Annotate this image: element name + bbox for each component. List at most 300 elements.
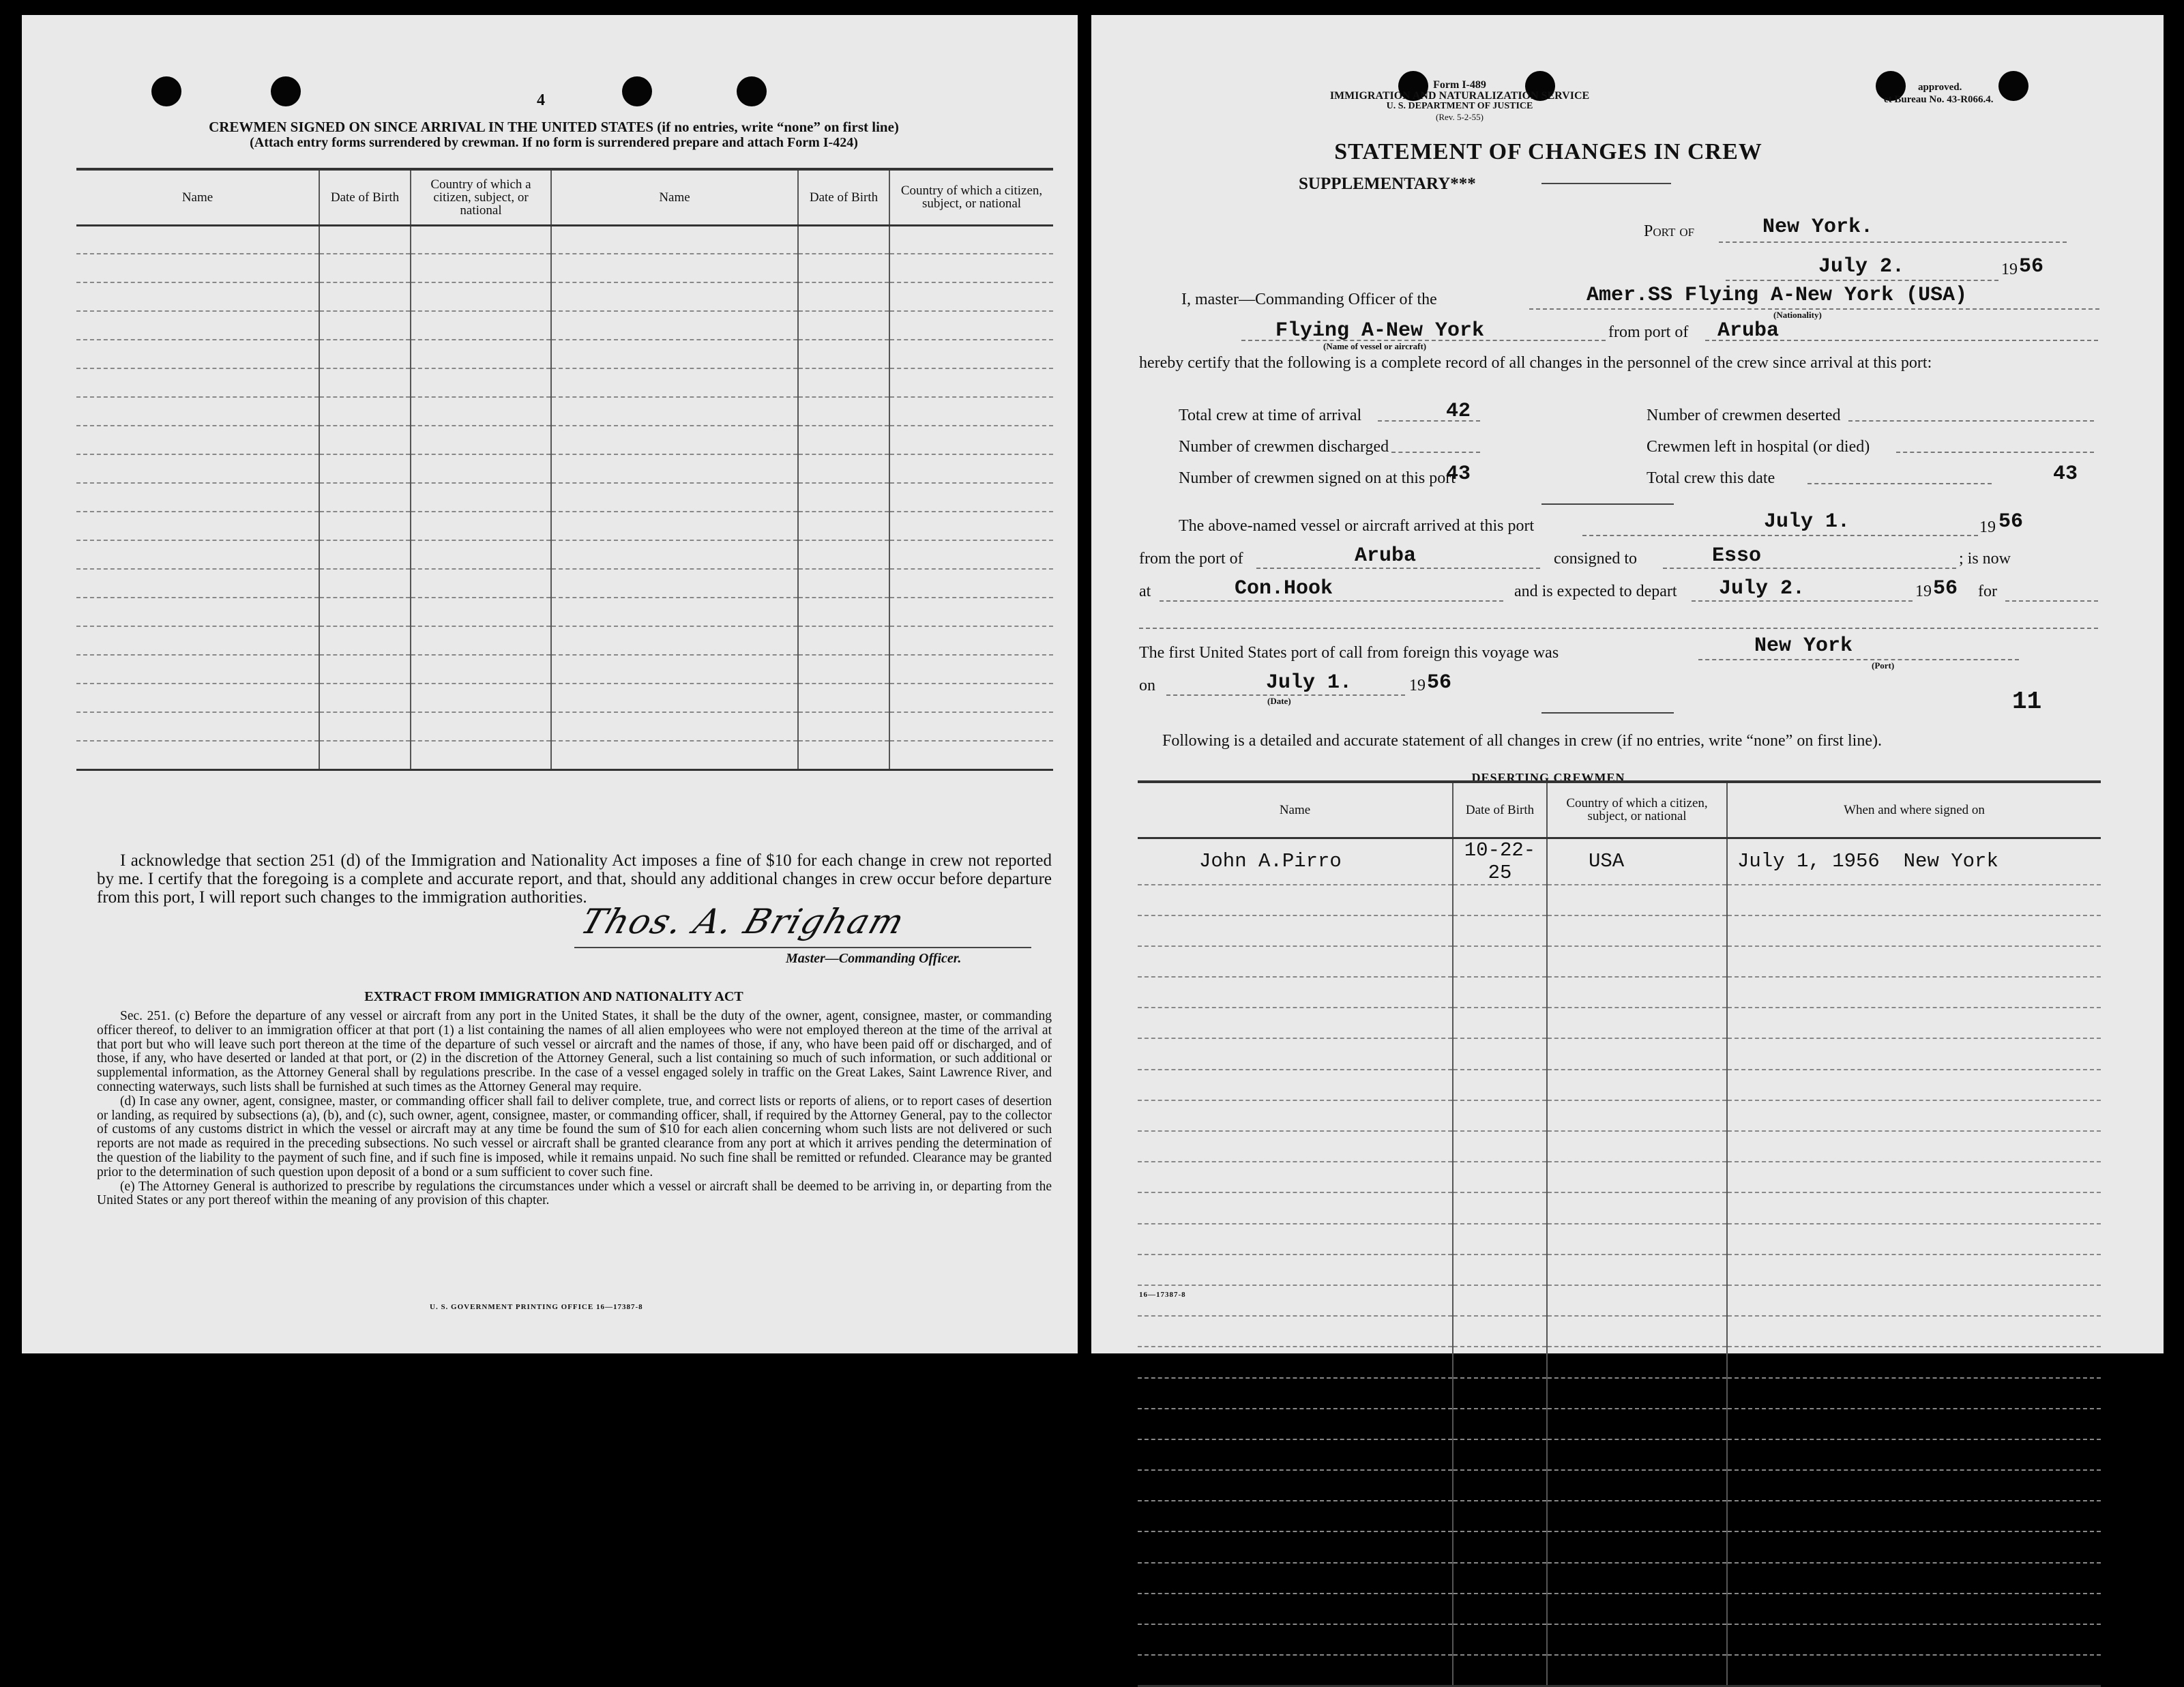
table-cell [1547, 977, 1727, 1008]
table-cell [411, 368, 551, 397]
left-footer: U. S. GOVERNMENT PRINTING OFFICE 16—17387-8 [430, 1303, 643, 1311]
table-cell [798, 340, 889, 368]
punch-hole [622, 76, 652, 106]
col-country: Country of which a citizen, subject, or national [889, 169, 1053, 225]
table-cell [1138, 1224, 1453, 1255]
table-cell [889, 397, 1053, 426]
table-cell [1453, 946, 1547, 977]
table-cell [76, 569, 319, 598]
table-cell [889, 254, 1053, 282]
port-label: Port of [1644, 222, 1695, 240]
table-cell [1453, 1409, 1547, 1439]
date-year: 56 [2019, 255, 2044, 278]
table-cell [1727, 1038, 2101, 1069]
table-cell [1138, 1316, 1453, 1347]
total-at-arrival-value: 42 [1446, 400, 1471, 423]
table-cell [1138, 1409, 1453, 1439]
table-row [76, 626, 1053, 655]
table-cell [319, 684, 411, 712]
table-row [1138, 1624, 2101, 1655]
table-cell [76, 741, 319, 769]
following-text: Following is a detailed and accurate statement of all changes in crew (if no entries, write “none” on first line). [1162, 732, 1882, 750]
table-cell [1453, 1624, 1547, 1655]
table-cell [1138, 1501, 1453, 1531]
table-cell [1453, 1594, 1547, 1624]
table-row [76, 512, 1053, 540]
table-cell [889, 454, 1053, 483]
table-cell [76, 340, 319, 368]
table-row [76, 684, 1053, 712]
table-cell [76, 254, 319, 282]
table-row [1138, 1038, 2101, 1069]
table-cell [1453, 1285, 1547, 1316]
table-cell [1727, 885, 2101, 915]
acknowledgment-text: I acknowledge that section 251 (d) of the Immigration and Nationality Act imposes a fine of $10 for each change in crew not reported by me. I certify that the foregoing is a complete and accurate report, and that, should any additional changes in crew occur before departure from this port, I will report such changes to the immigration authorities. [97, 851, 1052, 907]
table-cell [551, 368, 798, 397]
extract-title: EXTRACT FROM IMMIGRATION AND NATIONALITY ACT [364, 989, 743, 1004]
table-row [1138, 1378, 2101, 1409]
table-cell [551, 684, 798, 712]
table-cell [1547, 1316, 1727, 1347]
port-caption: (Port) [1872, 660, 1895, 671]
table-cell [1727, 1655, 2101, 1686]
table-cell [411, 311, 551, 340]
table-cell [1453, 1378, 1547, 1409]
table-cell [798, 598, 889, 626]
col-country: Country of which a citizen, subject, or national [1547, 782, 1727, 838]
form-number: Form I-489 [1433, 79, 1486, 91]
consigned-value: Esso [1712, 544, 1762, 568]
table-cell [798, 569, 889, 598]
table-cell [1727, 1531, 2101, 1562]
table-row [1138, 838, 2101, 885]
table-cell [889, 311, 1053, 340]
table-cell [1138, 1624, 1453, 1655]
vessel-caption: (Name of vessel or aircraft) [1323, 341, 1427, 351]
table-cell [1727, 915, 2101, 946]
expected-year-prefix: 19 [1915, 583, 1932, 600]
table-cell [411, 712, 551, 741]
from-the-port-label: from the port of [1139, 550, 1243, 568]
table-cell [1727, 1470, 2101, 1501]
table-cell [1453, 1192, 1547, 1223]
table-cell [889, 282, 1053, 311]
port-value: New York. [1762, 216, 1874, 239]
deserter-dob: 10-22-25 [1453, 838, 1547, 885]
table-cell [411, 569, 551, 598]
table-cell [798, 483, 889, 512]
table-cell [1453, 1655, 1547, 1686]
table-cell [1727, 1594, 2101, 1624]
on-year: 56 [1427, 671, 1452, 694]
table-cell [319, 311, 411, 340]
table-cell [411, 254, 551, 282]
signed-on-label: Number of crewmen signed on at this port [1179, 469, 1456, 487]
table-cell [1727, 1347, 2101, 1377]
table-row [76, 225, 1053, 254]
table-cell [1547, 1501, 1727, 1531]
table-cell [1138, 885, 1453, 915]
col-when-where: When and where signed on [1727, 782, 2101, 838]
signature-line [574, 947, 1031, 948]
table-row [1138, 946, 2101, 977]
table-row [1138, 1439, 2101, 1470]
table-cell [319, 540, 411, 569]
punch-hole [151, 76, 181, 106]
extract-paragraph-e: (e) The Attorney General is authorized to prescribe by regulations the circumstances under which a vessel or aircraft shall be deemed to be arriving in, or departing from the United States or any port thereof within the meaning of any provision of this chapter. [97, 1179, 1052, 1208]
table-row [1138, 1655, 2101, 1686]
table-cell [1547, 1563, 1727, 1594]
table-cell [1727, 1501, 2101, 1531]
table-cell [798, 684, 889, 712]
table-cell [411, 282, 551, 311]
table-cell [411, 225, 551, 254]
table-cell [319, 712, 411, 741]
table-row [1138, 1470, 2101, 1501]
table-row [1138, 1255, 2101, 1285]
table-cell [551, 741, 798, 769]
table-cell [798, 655, 889, 684]
margin-note: 11 [2012, 688, 2042, 716]
date-value: July 2. [1818, 255, 1905, 278]
table-row [1138, 1162, 2101, 1192]
table-cell [1453, 1501, 1547, 1531]
col-date-of-birth: Date of Birth [798, 169, 889, 225]
table-cell [889, 741, 1053, 769]
table-cell [798, 426, 889, 454]
consigned-line [1663, 568, 1956, 569]
table-cell [319, 282, 411, 311]
table-cell [1453, 1100, 1547, 1131]
table-cell [551, 655, 798, 684]
for-label: for [1978, 583, 1997, 600]
vessel-name-value: Flying A-New York [1275, 319, 1485, 342]
table-cell [798, 540, 889, 569]
col-date-of-birth: Date of Birth [319, 169, 411, 225]
master-signature: Thos. A. Brigham [576, 902, 911, 941]
punch-hole [737, 76, 767, 106]
table-cell [1138, 1131, 1453, 1162]
extract-paragraph-c: Sec. 251. (c) Before the departure of any vessel or aircraft from any port in the United States, it shall be the duty of the owner, agent, consignee, master, or commanding officer thereof, to deliver to an immigration officer at that port (1) a list containing the names of all alien employees who were not employed thereon at the time of the arrival at that port but who will leave such port thereon at the time of the departure of such vessel or aircraft and the names of those, if any, who have been paid off or discharged, and of those, if any, who have deserted or landed at that port, or (2) in the discretion of the Attorney General, such a list containing so much of such information, or such additional or supplemental information, as the Attorney General shall by regulations prescribe. In the case of a vessel engaged solely in traffic on the Great Lakes, Saint Lawrence River, and connecting waterways, such lists shall be furnished at such times as the Attorney General may require. [97, 1009, 1052, 1094]
table-cell [319, 512, 411, 540]
budget-approval: approved. [1918, 82, 1962, 93]
table-cell [889, 684, 1053, 712]
table-cell [76, 655, 319, 684]
table-cell [1547, 1224, 1727, 1255]
table-cell [1453, 1316, 1547, 1347]
table-row [76, 254, 1053, 282]
table-cell [411, 540, 551, 569]
table-row [76, 569, 1053, 598]
table-cell [1727, 1100, 2101, 1131]
table-row [1138, 1008, 2101, 1038]
table-cell [1547, 1594, 1727, 1624]
table-row [1138, 977, 2101, 1008]
for-continuation-line [1139, 628, 2098, 629]
page-number: 4 [537, 91, 545, 109]
table-row [1138, 1501, 2101, 1531]
table-cell [1547, 1038, 1727, 1069]
table-row [76, 454, 1053, 483]
table-cell [1727, 1192, 2101, 1223]
table-cell [1727, 1439, 2101, 1470]
deserted-label: Number of crewmen deserted [1647, 407, 1841, 424]
table-cell [798, 254, 889, 282]
table-cell [76, 626, 319, 655]
table-cell [889, 368, 1053, 397]
table-cell [551, 512, 798, 540]
table-cell [1727, 1162, 2101, 1192]
table-row [1138, 1531, 2101, 1562]
table-cell [889, 626, 1053, 655]
arrived-line [1582, 535, 1978, 536]
table-cell [798, 397, 889, 426]
leader [1807, 483, 1992, 484]
table-cell [1547, 1070, 1727, 1100]
table-cell [1138, 1378, 1453, 1409]
table-cell [1547, 1624, 1727, 1655]
table-cell [1547, 1655, 1727, 1686]
hospital-label: Crewmen left in hospital (or died) [1647, 438, 1870, 456]
table-cell [1138, 1439, 1453, 1470]
table-cell [1727, 1409, 2101, 1439]
table-cell [1453, 1162, 1547, 1192]
table-cell [1547, 1378, 1727, 1409]
master-vessel-value: Amer.SS Flying A-New York (USA) [1587, 284, 1968, 307]
table-cell [1547, 1470, 1727, 1501]
table-cell [76, 426, 319, 454]
col-date-of-birth: Date of Birth [1453, 782, 1547, 838]
col-country: Country of which a citizen, subject, or national [411, 169, 551, 225]
table-cell [551, 282, 798, 311]
table-row [1138, 1285, 2101, 1316]
table-cell [1453, 977, 1547, 1008]
table-cell [551, 569, 798, 598]
table-cell [798, 741, 889, 769]
table-cell [1547, 1100, 1727, 1131]
table-row [76, 282, 1053, 311]
table-cell [319, 598, 411, 626]
department-line: U. S. DEPARTMENT OF JUSTICE [1386, 101, 1533, 111]
table-cell [1138, 1563, 1453, 1594]
table-row [76, 655, 1053, 684]
table-cell [1547, 1131, 1727, 1162]
table-cell [1138, 977, 1453, 1008]
table-cell [1138, 1255, 1453, 1285]
port-line [1719, 241, 2067, 243]
table-cell [1453, 1038, 1547, 1069]
table-row [1138, 1224, 2101, 1255]
table-cell [1138, 1285, 1453, 1316]
at-value: Con.Hook [1235, 577, 1333, 600]
attach-forms-note: (Attach entry forms surrendered by crewman. If no form is surrendered prepare and attach Form I-424) [250, 135, 858, 150]
table-cell [411, 340, 551, 368]
table-row [1138, 1131, 2101, 1162]
table-cell [411, 454, 551, 483]
table-cell [76, 483, 319, 512]
table-cell [76, 512, 319, 540]
table-cell [76, 684, 319, 712]
table-cell [411, 655, 551, 684]
table-cell [1727, 1624, 2101, 1655]
table-cell [1138, 915, 1453, 946]
table-cell [1453, 1008, 1547, 1038]
table-cell [798, 282, 889, 311]
deserter-country: USA [1547, 838, 1727, 885]
table-cell [889, 655, 1053, 684]
table-row [1138, 1347, 2101, 1377]
expected-value: July 2. [1719, 577, 1805, 600]
table-cell [551, 311, 798, 340]
table-cell [76, 282, 319, 311]
table-row [1138, 1316, 2101, 1347]
date-caption: (Date) [1267, 696, 1291, 706]
date-year-prefix: 19 [2001, 261, 2018, 278]
table-row [1138, 1070, 2101, 1100]
table-cell [798, 712, 889, 741]
table-cell [411, 741, 551, 769]
table-cell [1727, 946, 2101, 977]
table-cell [1547, 915, 1727, 946]
table-cell [798, 454, 889, 483]
table-row [76, 397, 1053, 426]
from-port-value: Aruba [1717, 319, 1780, 342]
table-cell [1138, 1531, 1453, 1562]
supplementary-line [1541, 183, 1671, 184]
table-cell [551, 454, 798, 483]
table-row [76, 426, 1053, 454]
table-row [76, 712, 1053, 741]
table-cell [1727, 1255, 2101, 1285]
deserting-crewmen-title: DESERTING CREWMEN [1471, 771, 1625, 784]
table-cell [889, 426, 1053, 454]
table-cell [319, 741, 411, 769]
table-cell [1138, 1192, 1453, 1223]
master-label: I, master—Commanding Officer of the [1181, 291, 1437, 308]
arrived-label: The above-named vessel or aircraft arrived at this port [1179, 517, 1535, 535]
table-cell [1138, 1038, 1453, 1069]
table-row [1138, 885, 2101, 915]
table-cell [76, 598, 319, 626]
punch-hole [1998, 71, 2028, 101]
table-cell [798, 225, 889, 254]
form-revision: (Rev. 5-2-55) [1436, 112, 1484, 122]
first-port-value: New York [1754, 634, 1853, 658]
table-row [76, 340, 1053, 368]
table-cell [551, 540, 798, 569]
form-title: STATEMENT OF CHANGES IN CREW [1334, 139, 1762, 164]
table-cell [319, 626, 411, 655]
table-cell [411, 397, 551, 426]
table-row [1138, 1409, 2101, 1439]
right-page [1091, 15, 2164, 1353]
table-cell [1138, 1100, 1453, 1131]
discharged-label: Number of crewmen discharged [1179, 438, 1389, 456]
arrived-value: July 1. [1764, 510, 1850, 533]
table-cell [1138, 1470, 1453, 1501]
signed-on-value: 43 [1446, 463, 1471, 486]
table-row [76, 540, 1053, 569]
table-cell [76, 712, 319, 741]
col-name: Name [551, 169, 798, 225]
table-cell [889, 598, 1053, 626]
crewmen-signed-on-heading: CREWMEN SIGNED ON SINCE ARRIVAL IN THE UNITED STATES (if no entries, write “none” on first line) [209, 119, 899, 135]
table-row [76, 598, 1053, 626]
table-cell [1138, 1347, 1453, 1377]
total-at-arrival-label: Total crew at time of arrival [1179, 407, 1362, 424]
from-port-line [1705, 340, 2098, 341]
table-cell [319, 426, 411, 454]
at-label: at [1139, 583, 1151, 600]
table-cell [319, 483, 411, 512]
table-cell [76, 225, 319, 254]
table-cell [551, 225, 798, 254]
table-cell [1727, 1378, 2101, 1409]
table-cell [551, 254, 798, 282]
date-line [1726, 280, 1998, 281]
deserter-name: John A.Pirro [1138, 838, 1453, 885]
table-cell [551, 626, 798, 655]
arrived-year-prefix: 19 [1979, 518, 1996, 536]
expected-label: and is expected to depart [1514, 583, 1677, 600]
table-cell [798, 512, 889, 540]
table-row [76, 311, 1053, 340]
table-cell [889, 569, 1053, 598]
table-cell [1727, 1131, 2101, 1162]
leader [1896, 452, 2094, 453]
from-the-port-value: Aruba [1355, 544, 1417, 568]
stat-divider [1541, 503, 1674, 505]
table-row [76, 741, 1053, 769]
table-cell [551, 426, 798, 454]
budget-bureau-number: et Bureau No. 43-R066.4. [1884, 94, 1994, 105]
table-cell [76, 368, 319, 397]
table-cell [76, 311, 319, 340]
table-cell [1138, 946, 1453, 977]
table-cell [1453, 1563, 1547, 1594]
table-row [1138, 1100, 2101, 1131]
from-port-label: from port of [1608, 323, 1689, 341]
certify-text: hereby certify that the following is a complete record of all changes in the personnel of the crew since arrival at this port: [1139, 354, 1932, 372]
on-value: July 1. [1266, 671, 1353, 694]
table-cell [411, 598, 551, 626]
table-cell [551, 340, 798, 368]
table-cell [319, 569, 411, 598]
table-cell [1547, 1439, 1727, 1470]
table-cell [1453, 1131, 1547, 1162]
table-cell [1547, 1531, 1727, 1562]
leader [1848, 420, 2094, 422]
table-cell [1547, 885, 1727, 915]
table-cell [411, 426, 551, 454]
supplementary-label: SUPPLEMENTARY*** [1299, 175, 1476, 193]
table-cell [411, 512, 551, 540]
agency-line: IMMIGRATION AND NATURALIZATION SERVICE [1329, 90, 1590, 102]
table-cell [1727, 977, 2101, 1008]
table-cell [1727, 1285, 2101, 1316]
table-row [1138, 1563, 2101, 1594]
table-cell [1727, 1224, 2101, 1255]
total-this-date-label: Total crew this date [1647, 469, 1775, 487]
table-cell [551, 598, 798, 626]
on-year-prefix: 19 [1409, 677, 1426, 694]
at-line [1160, 600, 1503, 602]
table-cell [319, 368, 411, 397]
table-cell [1453, 1224, 1547, 1255]
section-divider [1541, 712, 1674, 714]
table-cell [1138, 1655, 1453, 1686]
table-row [1138, 915, 2101, 946]
